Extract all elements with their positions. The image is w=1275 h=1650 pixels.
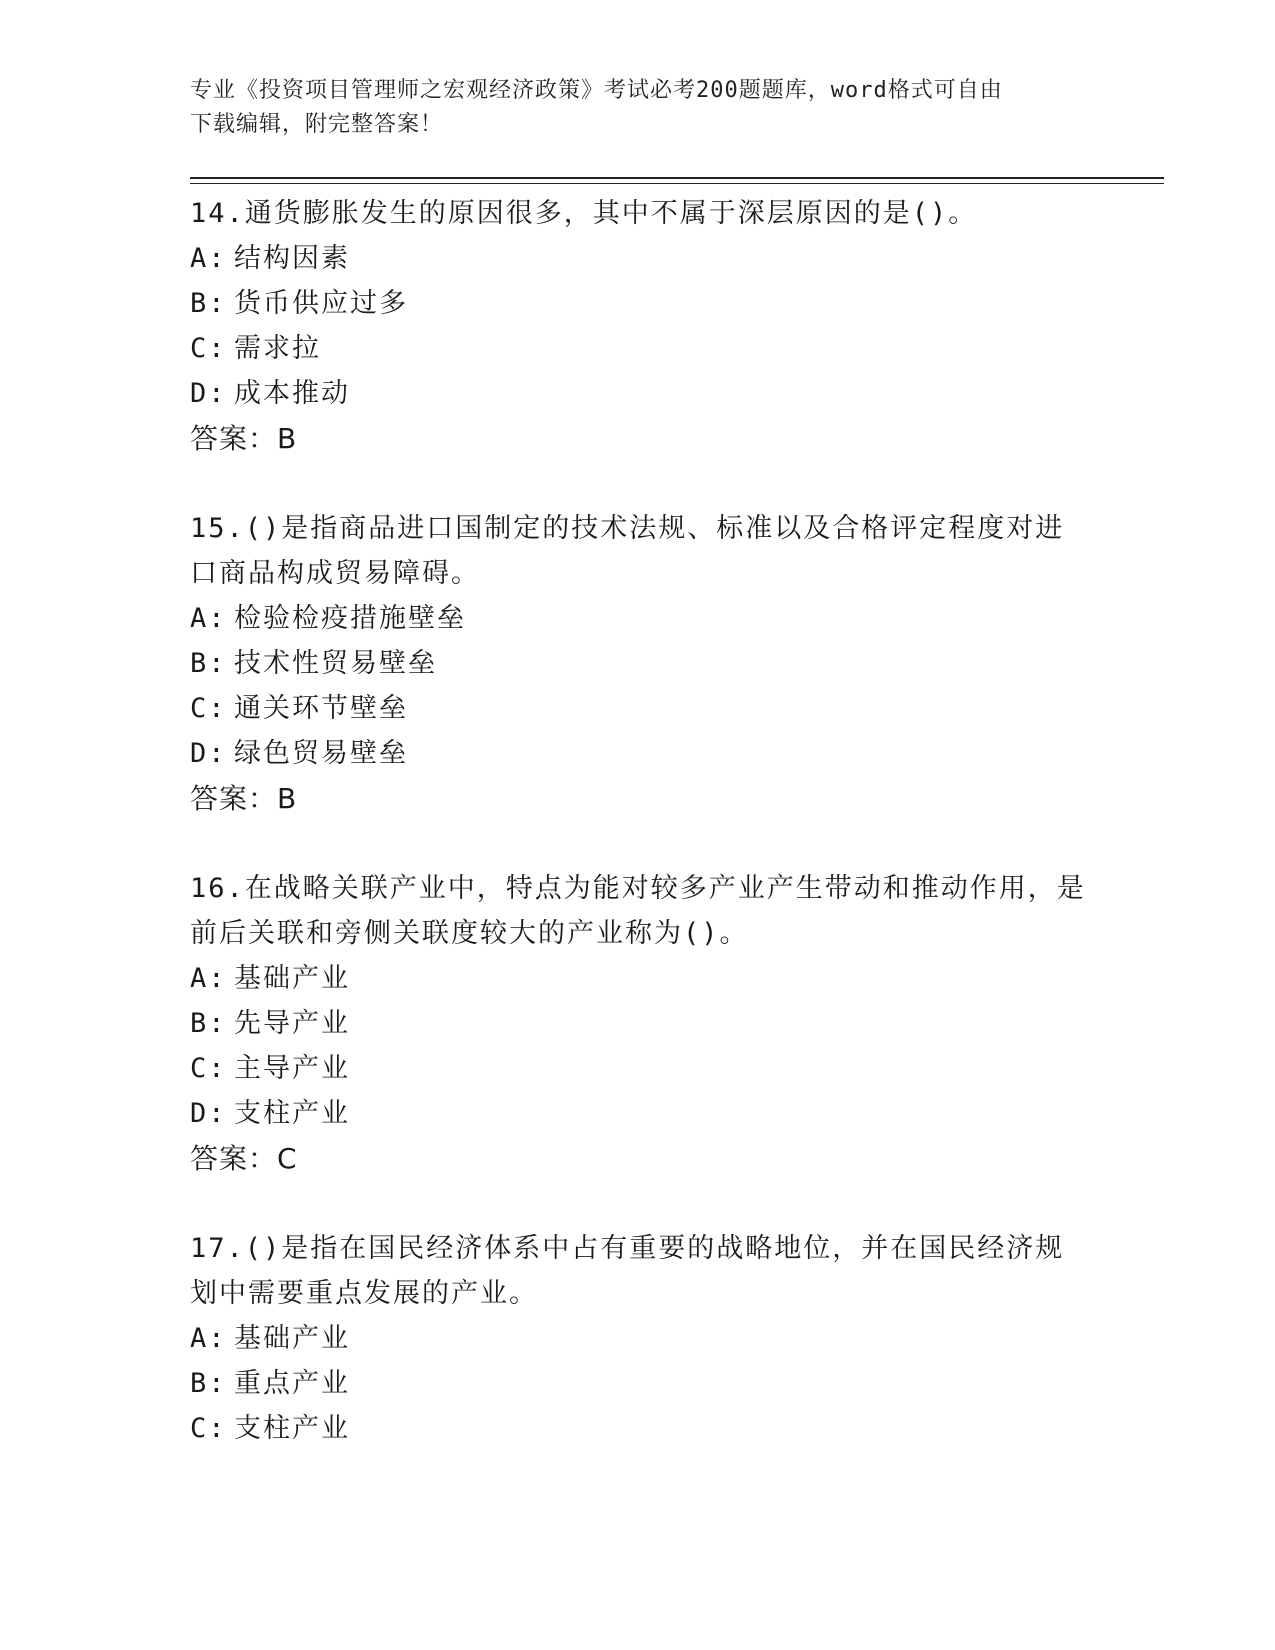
answer-line: 答案：C bbox=[190, 1142, 298, 1175]
option-text: 支柱产业 bbox=[234, 1098, 350, 1129]
option-d bbox=[190, 731, 1090, 776]
option-c bbox=[190, 1046, 1090, 1091]
question-17 bbox=[190, 1226, 1090, 1451]
option-text: 支柱产业 bbox=[234, 1413, 350, 1444]
option-c bbox=[190, 326, 1090, 371]
option-text: 成本推动 bbox=[234, 378, 350, 409]
option-text: 结构因素 bbox=[234, 243, 350, 274]
option-letter: A: bbox=[190, 1323, 227, 1354]
header-line-2: 下载编辑，附完整答案！ bbox=[190, 112, 444, 137]
option-letter: A: bbox=[190, 243, 227, 274]
option-text: 检验检疫措施壁垒 bbox=[234, 603, 466, 634]
option-text: 技术性贸易壁垒 bbox=[234, 648, 437, 679]
option-text: 基础产业 bbox=[234, 963, 350, 994]
question-16 bbox=[190, 866, 1090, 1182]
option-c bbox=[190, 686, 1090, 731]
question-14 bbox=[190, 191, 1090, 462]
option-a bbox=[190, 596, 1090, 641]
question-15 bbox=[190, 506, 1090, 822]
option-d bbox=[190, 1091, 1090, 1136]
option-letter: D: bbox=[190, 738, 227, 769]
option-letter: C: bbox=[190, 333, 227, 364]
option-letter: D: bbox=[190, 1098, 227, 1129]
option-a bbox=[190, 956, 1090, 1001]
option-letter: C: bbox=[190, 1413, 227, 1444]
option-letter: D: bbox=[190, 378, 227, 409]
question-text: 15.()是指商品进口国制定的技术法规、标准以及合格评定程度对进口商品构成贸易障碍。 bbox=[190, 513, 1065, 589]
question-text: 14.通货膨胀发生的原因很多，其中不属于深层原因的是()。 bbox=[190, 198, 978, 229]
option-b bbox=[190, 1361, 1090, 1406]
option-letter: C: bbox=[190, 693, 227, 724]
option-text: 货币供应过多 bbox=[234, 288, 408, 319]
option-letter: B: bbox=[190, 1368, 227, 1399]
option-text: 主导产业 bbox=[234, 1053, 350, 1084]
option-letter: A: bbox=[190, 963, 227, 994]
option-c bbox=[190, 1406, 1090, 1451]
option-d bbox=[190, 371, 1090, 416]
question-list bbox=[190, 191, 1090, 1495]
option-b bbox=[190, 641, 1090, 686]
option-letter: B: bbox=[190, 1008, 227, 1039]
option-text: 绿色贸易壁垒 bbox=[234, 738, 408, 769]
option-letter: B: bbox=[190, 288, 227, 319]
option-text: 基础产业 bbox=[234, 1323, 350, 1354]
question-text: 16.在战略关联产业中，特点为能对较多产业产生带动和推动作用，是前后关联和旁侧关联度较大的产业称为()。 bbox=[190, 873, 1086, 949]
option-text: 需求拉 bbox=[234, 333, 321, 364]
document-header bbox=[190, 74, 1080, 142]
option-letter: A: bbox=[190, 603, 227, 634]
option-b bbox=[190, 281, 1090, 326]
option-b bbox=[190, 1001, 1090, 1046]
header-rule-thick bbox=[190, 177, 1164, 179]
option-a bbox=[190, 1316, 1090, 1361]
question-text: 17.()是指在国民经济体系中占有重要的战略地位，并在国民经济规划中需要重点发展的产业。 bbox=[190, 1233, 1065, 1309]
answer-line: 答案：B bbox=[190, 782, 298, 815]
header-line-1: 专业《投资项目管理师之宏观经济政策》考试必考200题题库，word格式可自由 bbox=[190, 78, 1003, 103]
answer-line: 答案：B bbox=[190, 422, 298, 455]
option-letter: C: bbox=[190, 1053, 227, 1084]
option-text: 先导产业 bbox=[234, 1008, 350, 1039]
option-a bbox=[190, 236, 1090, 281]
header-rule-thin bbox=[190, 183, 1164, 184]
option-text: 重点产业 bbox=[234, 1368, 350, 1399]
option-text: 通关环节壁垒 bbox=[234, 693, 408, 724]
option-letter: B: bbox=[190, 648, 227, 679]
